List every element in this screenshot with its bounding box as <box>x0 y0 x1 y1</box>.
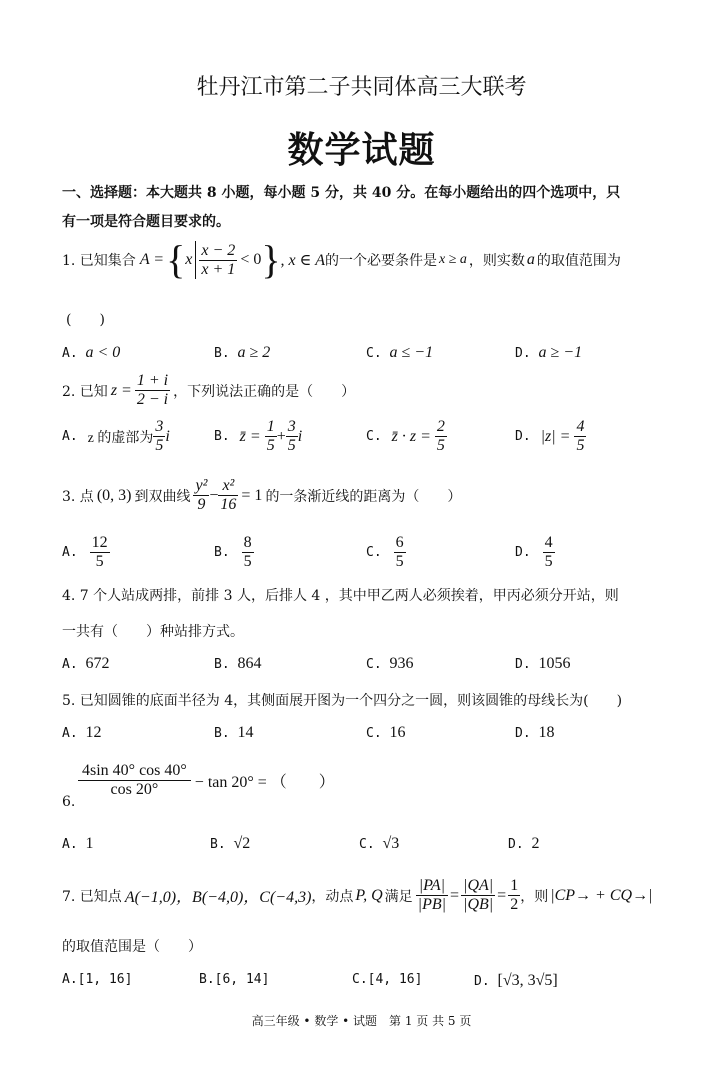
q7-prefix: 7. 已知点 <box>62 888 122 905</box>
q6-tail: − tan 20° = （ ） <box>194 774 335 791</box>
q3-option-d-num: 4 <box>544 534 553 551</box>
q7-option-a-label: A. <box>62 972 78 987</box>
q3-option-b-num: 8 <box>243 534 252 551</box>
q7-option-a-text: [1, 16] <box>77 972 133 987</box>
q3-option-a-frac <box>90 534 110 571</box>
q6-number: 6. <box>62 794 76 810</box>
q3-frac1-den: 9 <box>197 496 206 513</box>
q7-frac2 <box>461 877 495 914</box>
q7-option-b[interactable] <box>199 972 269 987</box>
q7-frac1-den: |PB| <box>417 896 447 913</box>
q7-option-d[interactable] <box>474 972 558 990</box>
q7-vector-sum: |CP→ + CQ→| <box>550 886 653 904</box>
q5-option-d-label: D. <box>515 726 531 741</box>
question-2-stem <box>62 372 355 409</box>
q7-frac3-num: 1 <box>510 877 519 894</box>
q5-option-a-label: A. <box>62 726 78 741</box>
q4-option-a-text: 672 <box>85 655 110 672</box>
q1-end: 的取值范围为 <box>536 253 621 269</box>
q7-middle: ，动点 <box>311 888 354 905</box>
q2-option-c-den: 5 <box>436 437 445 454</box>
q6-option-a[interactable] <box>62 835 93 853</box>
q6-option-d-label: D. <box>508 837 524 852</box>
q1-fraction <box>199 242 237 279</box>
q4-option-a-label: A. <box>62 657 78 672</box>
q1-brace-close: } <box>261 237 281 282</box>
q7-option-a[interactable] <box>62 972 132 987</box>
q7-option-b-text: [6, 14] <box>214 972 270 987</box>
q1-option-c[interactable] <box>366 344 433 362</box>
q3-option-a-num: 12 <box>91 534 108 551</box>
exam-title: 牡丹江市第二子共同体高三大联考 <box>196 75 527 100</box>
q7-frac1-num: |PA| <box>416 877 448 896</box>
q1-set-x: x <box>185 251 193 268</box>
q6-option-b-label: B. <box>210 837 226 852</box>
q2-option-a-text: z 的虚部为 <box>87 430 154 446</box>
q3-middle: 到双曲线 <box>134 488 191 505</box>
q1-option-d[interactable] <box>515 344 582 362</box>
q1-middle: 的一个必要条件是 <box>324 253 437 269</box>
q2-option-d[interactable] <box>515 418 586 455</box>
q3-option-d-label: D. <box>515 545 531 560</box>
q6-option-a-label: A. <box>62 837 78 852</box>
q7-option-c[interactable] <box>352 972 422 987</box>
q2-option-a-frac <box>153 418 165 455</box>
q3-frac2-num: x² <box>218 477 238 496</box>
section-intro-line2: 有一项是符合题目要求的。 <box>62 214 230 230</box>
section-intro-line1: 一、选择题：本大题共 8 小题，每小题 5 分，共 40 分。在每小题给出的四个选项中，只 <box>62 185 621 201</box>
q3-prefix: 3. 点 <box>62 488 94 505</box>
q2-option-d-frac <box>574 418 586 455</box>
q2-frac-den: 2 − i <box>136 391 169 408</box>
q2-option-a-den: 5 <box>155 437 164 454</box>
q2-option-b-lhs: z̄ = <box>239 427 261 445</box>
q2-prefix: 2. 已知 <box>62 383 108 400</box>
q2-fraction <box>135 372 170 409</box>
q2-option-c-num: 2 <box>436 418 445 435</box>
q3-option-d-den: 5 <box>544 553 553 570</box>
q1-option-a-text: a < 0 <box>85 344 121 361</box>
q4-option-c[interactable] <box>366 655 413 673</box>
q5-option-c-text: 16 <box>389 724 406 741</box>
q3-frac2 <box>218 477 238 514</box>
q2-option-c[interactable] <box>366 418 447 455</box>
q7-points: A(−1,0)，B(−4,0)，C(−4,3) <box>124 889 312 906</box>
q3-option-c-num: 6 <box>395 534 404 551</box>
q5-option-c[interactable] <box>366 724 405 742</box>
q6-fraction <box>78 762 191 799</box>
q3-option-b[interactable] <box>214 534 254 571</box>
q2-option-d-den: 5 <box>576 437 585 454</box>
q7-frac3 <box>508 877 520 914</box>
q6-option-a-text: 1 <box>85 835 94 852</box>
q6-option-d-text: 2 <box>531 835 540 852</box>
q7-frac3-den: 2 <box>510 896 519 913</box>
q6-frac-num: 4sin 40° cos 40° <box>78 762 191 781</box>
q1-var: a <box>526 251 535 268</box>
q5-option-b-label: B. <box>214 726 230 741</box>
q6-option-b[interactable] <box>210 835 250 853</box>
q7-frac2-den: |QB| <box>463 896 494 913</box>
q7-option-d-text: [√3, 3√5] <box>497 972 558 989</box>
q4-option-b-text: 864 <box>237 655 262 672</box>
q4-option-b[interactable] <box>214 655 261 673</box>
q5-option-a[interactable] <box>62 724 101 742</box>
q2-option-d-label: D. <box>515 429 531 444</box>
q3-frac2-den: 16 <box>220 496 237 513</box>
q7-option-c-label: C. <box>352 972 368 987</box>
q7-then: ，则 <box>520 888 549 905</box>
q2-option-b[interactable] <box>214 418 302 455</box>
q7-frac1 <box>416 877 448 914</box>
q3-option-b-frac <box>242 534 254 571</box>
q5-option-d-text: 18 <box>538 724 555 741</box>
q3-option-d-frac <box>543 534 555 571</box>
q3-suffix: 的一条渐近线的距离为（ ） <box>265 488 462 505</box>
q3-point: (0, 3) <box>96 486 132 504</box>
q7-eq1: = <box>450 886 460 904</box>
q2-option-a[interactable] <box>62 418 170 455</box>
q3-eq: = 1 <box>241 486 263 504</box>
q1-option-b-text: a ≥ 2 <box>237 344 271 361</box>
q2-option-b-frac2 <box>286 418 298 455</box>
q2-option-b-frac1 <box>265 418 277 455</box>
q7-option-d-label: D. <box>474 974 490 989</box>
q3-option-c-label: C. <box>366 545 382 560</box>
q6-option-c-text: √3 <box>382 835 400 852</box>
q4-option-a[interactable] <box>62 655 109 673</box>
question-4-line2: 一共有（ ）种站排方式。 <box>62 624 244 640</box>
q1-option-a-label: A. <box>62 346 78 361</box>
q3-minus: − <box>209 486 219 504</box>
q2-option-d-num: 4 <box>576 418 585 435</box>
q7-pq: P, Q <box>355 886 383 904</box>
q2-option-c-label: C. <box>366 429 382 444</box>
question-6-expression <box>78 762 335 799</box>
q3-option-a-den: 5 <box>95 553 104 570</box>
q2-z-eq: z = <box>110 381 132 399</box>
q5-option-b-text: 14 <box>237 724 254 741</box>
q3-option-a-label: A. <box>62 545 78 560</box>
q2-option-b-d2: 5 <box>287 437 296 454</box>
q3-option-b-label: B. <box>214 545 230 560</box>
q2-option-b-d1: 5 <box>266 437 275 454</box>
q1-prefix: 1. 已知集合 <box>62 253 136 269</box>
q2-frac-num: 1 + i <box>136 372 169 389</box>
q1-cond: x ≥ a <box>438 252 467 267</box>
q6-option-d[interactable] <box>508 835 539 853</box>
q1-set-lhs: A = <box>139 251 165 268</box>
q3-option-b-den: 5 <box>243 553 252 570</box>
q1-option-c-label: C. <box>366 346 382 361</box>
q1-brace-open: { <box>166 237 186 282</box>
q5-option-b[interactable] <box>214 724 253 742</box>
q2-option-a-tail: i <box>165 427 170 445</box>
q7-satisfy: 满足 <box>384 888 413 905</box>
q1-frac-num: x − 2 <box>201 241 236 259</box>
q1-option-c-text: a ≤ −1 <box>389 344 434 361</box>
q3-option-c-frac <box>394 534 406 571</box>
q5-option-d[interactable] <box>515 724 554 742</box>
question-3-stem <box>62 477 461 514</box>
q3-option-c[interactable] <box>366 534 406 571</box>
q3-frac1 <box>193 477 209 514</box>
q6-option-c-label: C. <box>359 837 375 852</box>
question-7-line2: 的取值范围是（ ） <box>62 939 202 955</box>
q6-option-b-text: √2 <box>233 835 251 852</box>
q2-option-c-lhs: z̄ · z = <box>391 427 431 445</box>
q1-option-b[interactable] <box>214 344 270 362</box>
q4-option-d-label: D. <box>515 657 531 672</box>
q1-after-set: , x ∈ A <box>280 252 325 269</box>
question-4-line1: 4. 7 个人站成两排，前排 3 人，后排人 4 ，其中甲乙两人必须挨着，甲丙必须分开站，则 <box>62 588 619 604</box>
q2-option-b-plus: + <box>276 427 286 445</box>
q5-option-c-label: C. <box>366 726 382 741</box>
q2-option-a-label: A. <box>62 429 78 444</box>
q2-option-d-lhs: |z| = <box>540 427 571 445</box>
q4-option-d[interactable] <box>515 655 570 673</box>
q1-set-bar <box>195 241 196 279</box>
q3-frac1-num: y² <box>195 477 208 494</box>
q4-option-d-text: 1056 <box>538 655 571 672</box>
q2-option-b-n1: 1 <box>266 418 275 435</box>
q6-option-c[interactable] <box>359 835 399 853</box>
q3-option-d[interactable] <box>515 534 555 571</box>
q3-option-a[interactable] <box>62 534 110 571</box>
q1-frac-den: x + 1 <box>201 260 236 278</box>
q2-option-a-num: 3 <box>155 418 164 435</box>
question-7-stem <box>62 877 652 914</box>
question-5-stem: 5. 已知圆锥的底面半径为 4，其侧面展开图为一个四分之一圆，则该圆锥的母线长为( ) <box>62 693 623 709</box>
q3-option-c-den: 5 <box>395 553 404 570</box>
q1-suffix: ，则实数 <box>468 253 525 269</box>
q1-option-d-label: D. <box>515 346 531 361</box>
q4-option-c-text: 936 <box>389 655 414 672</box>
q2-option-b-label: B. <box>214 429 230 444</box>
q1-option-a[interactable] <box>62 344 120 362</box>
page-footer: 高三年级 • 数学 • 试题 第 1 页 共 5 页 <box>251 1014 472 1028</box>
q7-option-c-text: [4, 16] <box>367 972 423 987</box>
q2-option-c-frac <box>435 418 447 455</box>
subject-title: 数学试题 <box>287 129 436 171</box>
q1-option-b-label: B. <box>214 346 230 361</box>
q6-frac-den: cos 20° <box>110 781 159 798</box>
q2-option-b-tail: i <box>297 427 303 445</box>
q4-option-c-label: C. <box>366 657 382 672</box>
q1-option-d-text: a ≥ −1 <box>538 344 583 361</box>
q7-eq2: = <box>497 886 507 904</box>
q2-option-b-n2: 3 <box>287 418 296 435</box>
q7-option-b-label: B. <box>199 972 215 987</box>
q1-set-cond: < 0 <box>240 251 262 268</box>
q4-option-b-label: B. <box>214 657 230 672</box>
q5-option-a-text: 12 <box>85 724 102 741</box>
q1-paren: ( ) <box>66 312 105 328</box>
q2-suffix: ，下列说法正确的是（ ） <box>173 383 356 400</box>
question-1-stem <box>62 237 621 282</box>
q7-frac2-num: |QA| <box>463 877 494 894</box>
